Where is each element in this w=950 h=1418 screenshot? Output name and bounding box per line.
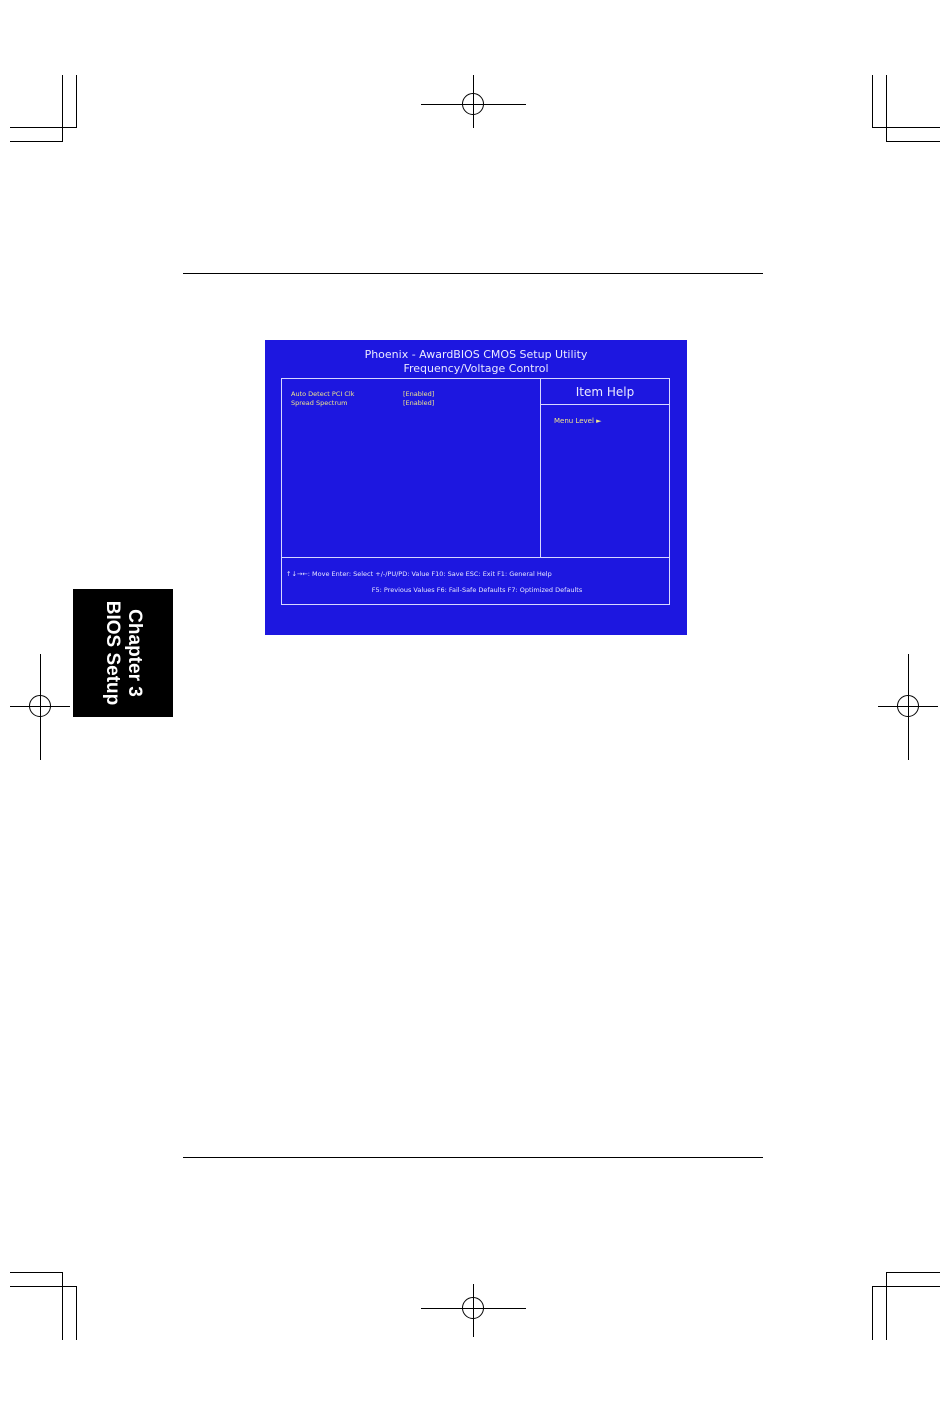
- chapter-tab: [73, 589, 173, 717]
- key-legend-line-2: F5: Previous Values F6: Fail-Safe Defaults F7: Optimized Defaults: [371, 586, 583, 594]
- bios-frame: [281, 378, 670, 605]
- chapter-number: Chapter 3: [124, 609, 145, 697]
- bios-title: Phoenix - AwardBIOS CMOS Setup Utility: [364, 348, 588, 361]
- menu-level-indicator: Menu Level ►: [554, 417, 602, 425]
- panel-divider: [540, 379, 541, 558]
- bios-page-title: Frequency/Voltage Control: [403, 362, 549, 375]
- setting-auto-detect-pci-clk[interactable]: [291, 390, 434, 399]
- item-help-title: Item Help: [575, 385, 635, 399]
- setting-spread-spectrum[interactable]: [291, 399, 434, 408]
- setting-label: Spread Spectrum: [291, 399, 348, 407]
- footer-rule: [183, 1157, 763, 1158]
- chapter-title: BIOS Setup: [102, 600, 123, 706]
- setting-value[interactable]: [Enabled]: [403, 399, 435, 407]
- bios-screen: [265, 340, 687, 635]
- setting-label: Auto Detect PCI Clk: [291, 390, 355, 398]
- header-rule: [183, 273, 763, 274]
- footer-divider: [282, 557, 669, 558]
- setting-value[interactable]: [Enabled]: [403, 390, 435, 398]
- chapter-tab-text: [101, 589, 145, 717]
- key-legend-line-1: ↑↓→←: Move Enter: Select +/-/PU/PD: Value F10: Save ESC: Exit F1: General Help: [286, 570, 552, 578]
- item-help-underline: [541, 404, 669, 405]
